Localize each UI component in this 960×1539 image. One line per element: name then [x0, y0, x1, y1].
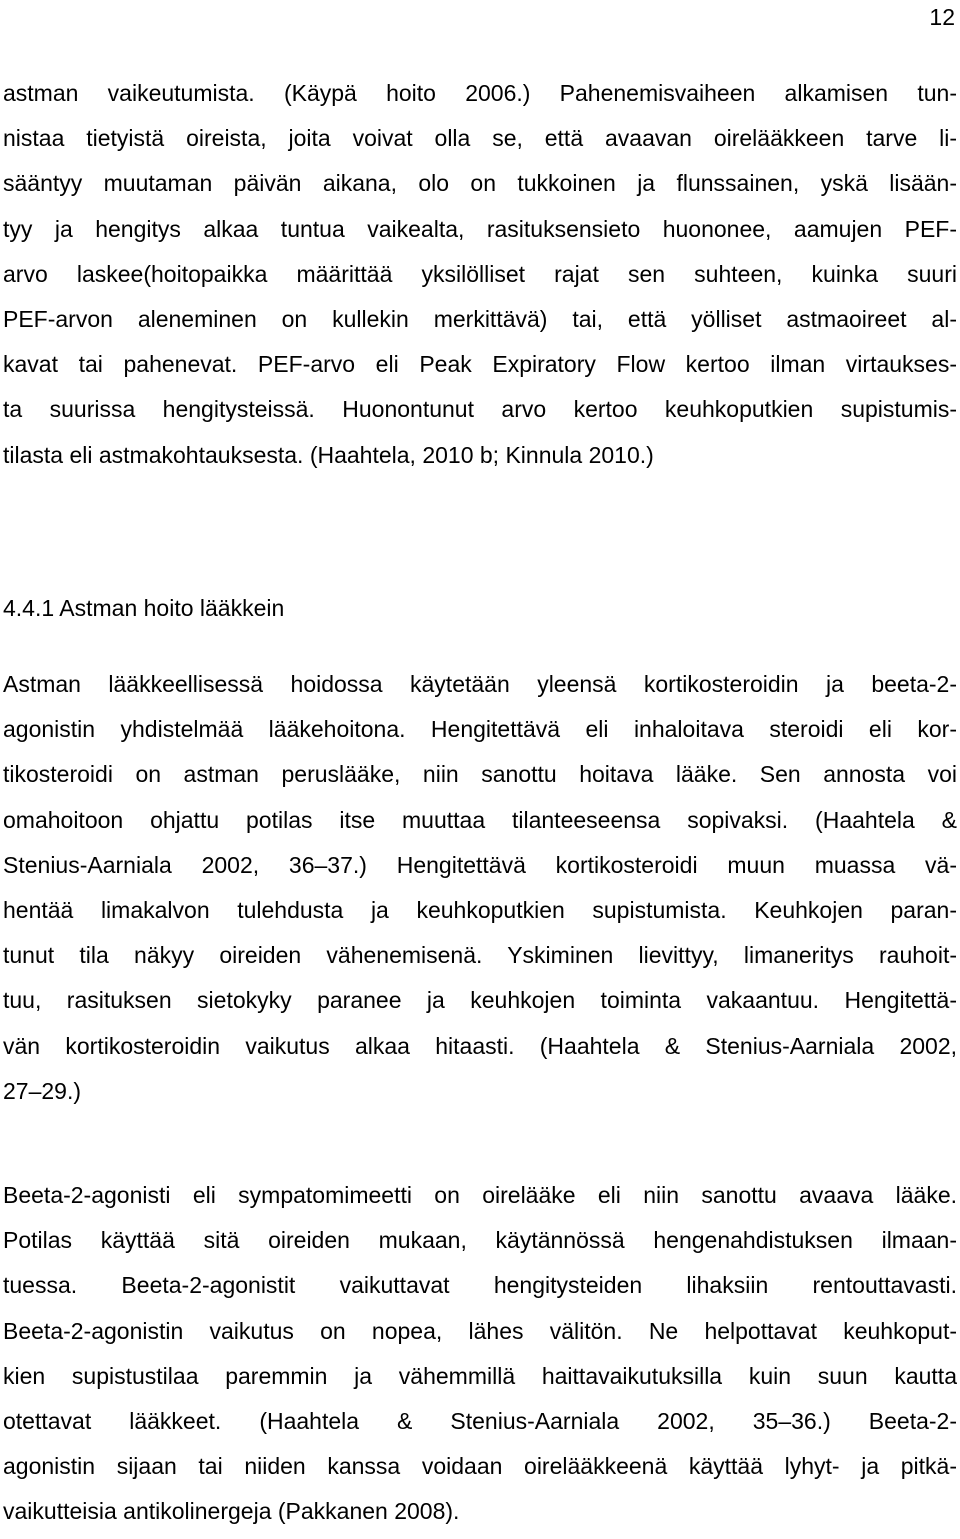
- text-line: tunut tila näkyy oireiden vähenemisenä. Yskiminen lievittyy, limaneritys rauhoit-: [3, 942, 957, 969]
- text-line: ta suurissa hengitysteissä. Huonontunut arvo kertoo keuhkoputkien supistumis-: [3, 396, 957, 423]
- text-line: nistaa tietyistä oireista, joita voivat olla se, että avaavan oirelääkkeen tarve li-: [3, 125, 957, 152]
- paragraph-beta-2-agonist: [3, 1173, 957, 1535]
- text-line: Stenius-Aarniala 2002, 36–37.) Hengitettävä kortikosteroidi muun muassa vä-: [3, 851, 957, 878]
- paragraph-medication: [3, 662, 957, 1114]
- text-line: tikosteroidi on astman peruslääke, niin sanottu hoitava lääke. Sen annosta voi: [3, 761, 957, 788]
- text-line: kavat tai pahenevat. PEF-arvo eli Peak Expiratory Flow kertoo ilman virtaukses-: [3, 351, 957, 378]
- text-line: Beeta-2-agonistin vaikutus on nopea, lähes välitön. Ne helpottavat keuhkoput-: [3, 1317, 957, 1344]
- text-line: kien supistustilaa paremmin ja vähemmillä haittavaikutuksilla kuin suun kautta: [3, 1362, 957, 1389]
- text-line: vaikutteisia antikolinergeja (Pakkanen 2008).: [3, 1498, 460, 1525]
- text-line: hentää limakalvon tulehdusta ja keuhkoputkien supistumista. Keuhkojen paran-: [3, 896, 957, 923]
- text-line: tuu, rasituksen sietokyky paranee ja keuhkojen toiminta vakaantuu. Hengitettä-: [3, 987, 957, 1014]
- text-line: tuessa. Beeta-2-agonistit vaikuttavat hengitysteiden lihaksiin rentouttavasti.: [3, 1272, 957, 1299]
- section-heading: 4.4.1 Astman hoito lääkkein: [3, 595, 285, 621]
- text-line: vän kortikosteroidin vaikutus alkaa hitaasti. (Haahtela & Stenius-Aarniala 2002,: [3, 1032, 957, 1059]
- text-line: Astman lääkkeellisessä hoidossa käytetään yleensä kortikosteroidin ja beeta-2-: [3, 671, 957, 697]
- text-line: astman vaikeutumista. (Käypä hoito 2006.) Pahenemisvaiheen alkamisen tun-: [3, 80, 957, 106]
- text-line: agonistin sijaan tai niiden kanssa voidaan oirelääkkeenä käyttää lyhyt- ja pitkä-: [3, 1453, 957, 1480]
- page-number: 12: [929, 4, 955, 30]
- text-line: tyy ja hengitys alkaa tuntua vaikealta, rasituksensieto huononee, aamujen PEF-: [3, 215, 957, 242]
- text-line: Potilas käyttää sitä oireiden mukaan, käytännössä hengenahdistuksen ilmaan-: [3, 1227, 957, 1254]
- text-line: Beeta-2-agonisti eli sympatomimeetti on oirelääke eli niin sanottu avaava lääke.: [3, 1182, 957, 1208]
- text-line: omahoitoon ohjattu potilas itse muuttaa tilanteeseensa sopivaksi. (Haahtela &: [3, 806, 957, 833]
- text-line: agonistin yhdistelmää lääkehoitona. Hengitettävä eli inhaloitava steroidi eli kor-: [3, 716, 957, 743]
- text-line: arvo laskee(hoitopaikka määrittää yksilölliset rajat sen suhteen, kuinka suuri: [3, 260, 957, 287]
- paragraph-asthma-exacerbation: [3, 71, 957, 478]
- text-line: PEF-arvon aleneminen on kullekin merkittävä) tai, että yölliset astmaoireet al-: [3, 305, 957, 332]
- text-line: otettavat lääkkeet. (Haahtela & Stenius-Aarniala 2002, 35–36.) Beeta-2-: [3, 1407, 957, 1434]
- text-line: tilasta eli astmakohtauksesta. (Haahtela, 2010 b; Kinnula 2010.): [3, 441, 654, 468]
- text-line: 27–29.): [3, 1077, 82, 1104]
- text-line: sääntyy muutaman päivän aikana, olo on tukkoinen ja flunssainen, yskä lisään-: [3, 170, 957, 197]
